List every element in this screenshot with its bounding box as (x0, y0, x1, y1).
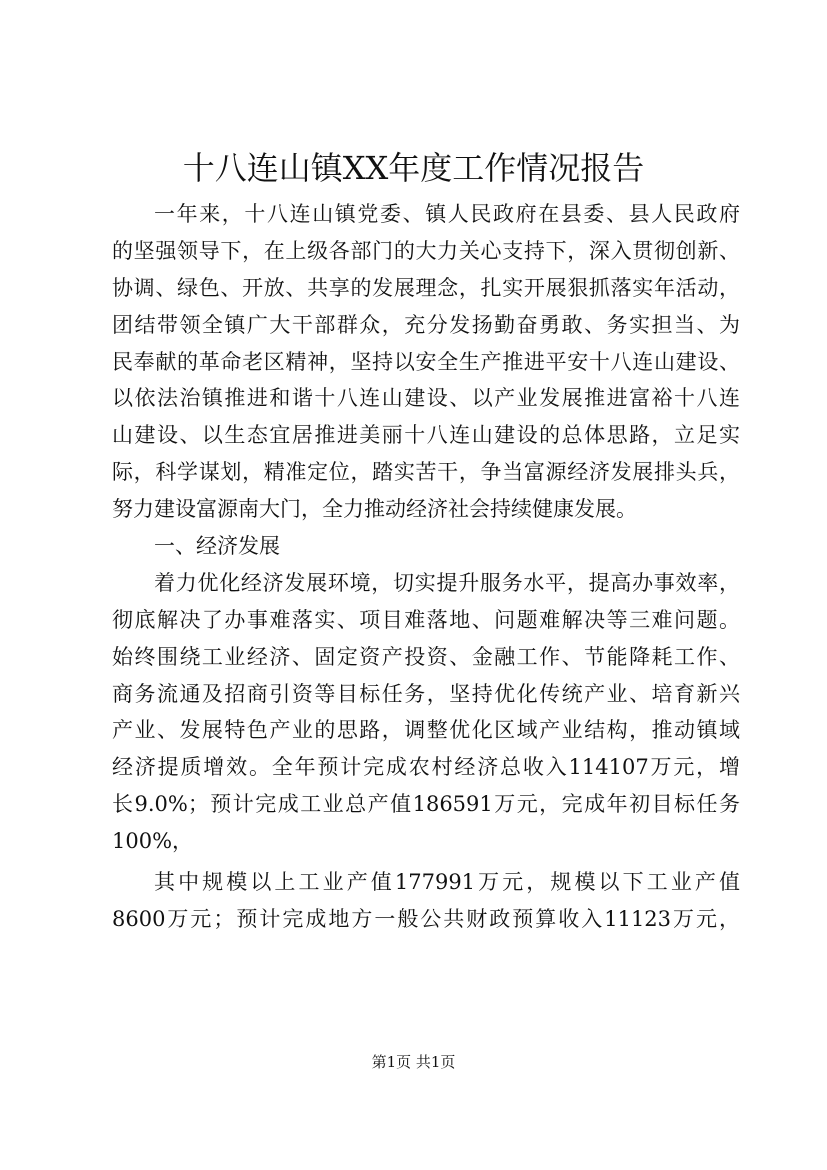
paragraph-line: 始终围绕工业经济、固定资产投资、金融工作、节能降耗工作、 (112, 644, 740, 669)
document-title: 十八连山镇XX年度工作情况报告 (182, 149, 645, 187)
paragraph-line: 长9.0%；预计完成工业总产值186591万元，完成年初目标任务 (112, 792, 740, 817)
paragraph-line: 彻底解决了办事难落实、项目难落地、问题难解决等三难问题。 (112, 607, 740, 632)
paragraph-line: 协调、绿色、开放、共享的发展理念，扎实开展狠抓落实年活动， (112, 275, 740, 300)
paragraph-line: 经济提质增效。全年预计完成农村经济总收入114107万元，增 (112, 755, 740, 780)
document-body (112, 196, 740, 938)
paragraph-line: 着力优化经济发展环境，切实提升服务水平，提高办事效率， (154, 570, 740, 595)
paragraph-line: 其中规模以上工业产值177991万元，规模以下工业产值 (154, 870, 740, 895)
section-heading: 一、经济发展 (154, 534, 280, 559)
paragraph-line: 努力建设富源南大门，全力推动经济社会持续健康发展。 (112, 497, 637, 522)
paragraph-line: 的坚强领导下，在上级各部门的大力关心支持下，深入贯彻创新、 (112, 238, 740, 263)
paragraph-line: 团结带领全镇广大干部群众，充分发扬勤奋勇敢、务实担当、为 (112, 312, 740, 337)
paragraph-line: 以依法治镇推进和谐十八连山建设、以产业发展推进富裕十八连 (112, 386, 740, 411)
paragraph-line: 山建设、以生态宜居推进美丽十八连山建设的总体思路，立足实 (112, 423, 740, 448)
paragraph-line: 8600万元；预计完成地方一般公共财政预算收入11123万元， (112, 906, 740, 931)
paragraph-line: 民奉献的革命老区精神，坚持以安全生产推进平安十八连山建设、 (112, 349, 740, 374)
paragraph-line: 商务流通及招商引资等目标任务，坚持优化传统产业、培育新兴 (112, 681, 740, 706)
paragraph-line: 产业、发展特色产业的思路，调整优化区域产业结构，推动镇域 (112, 718, 740, 743)
page-footer: 第1页 共1页 (371, 1053, 456, 1071)
paragraph-line: 100%， (112, 829, 194, 854)
paragraph-line: 际，科学谋划，精准定位，踏实苦干，争当富源经济发展排头兵， (112, 460, 740, 485)
paragraph-line: 一年来，十八连山镇党委、镇人民政府在县委、县人民政府 (154, 202, 740, 226)
